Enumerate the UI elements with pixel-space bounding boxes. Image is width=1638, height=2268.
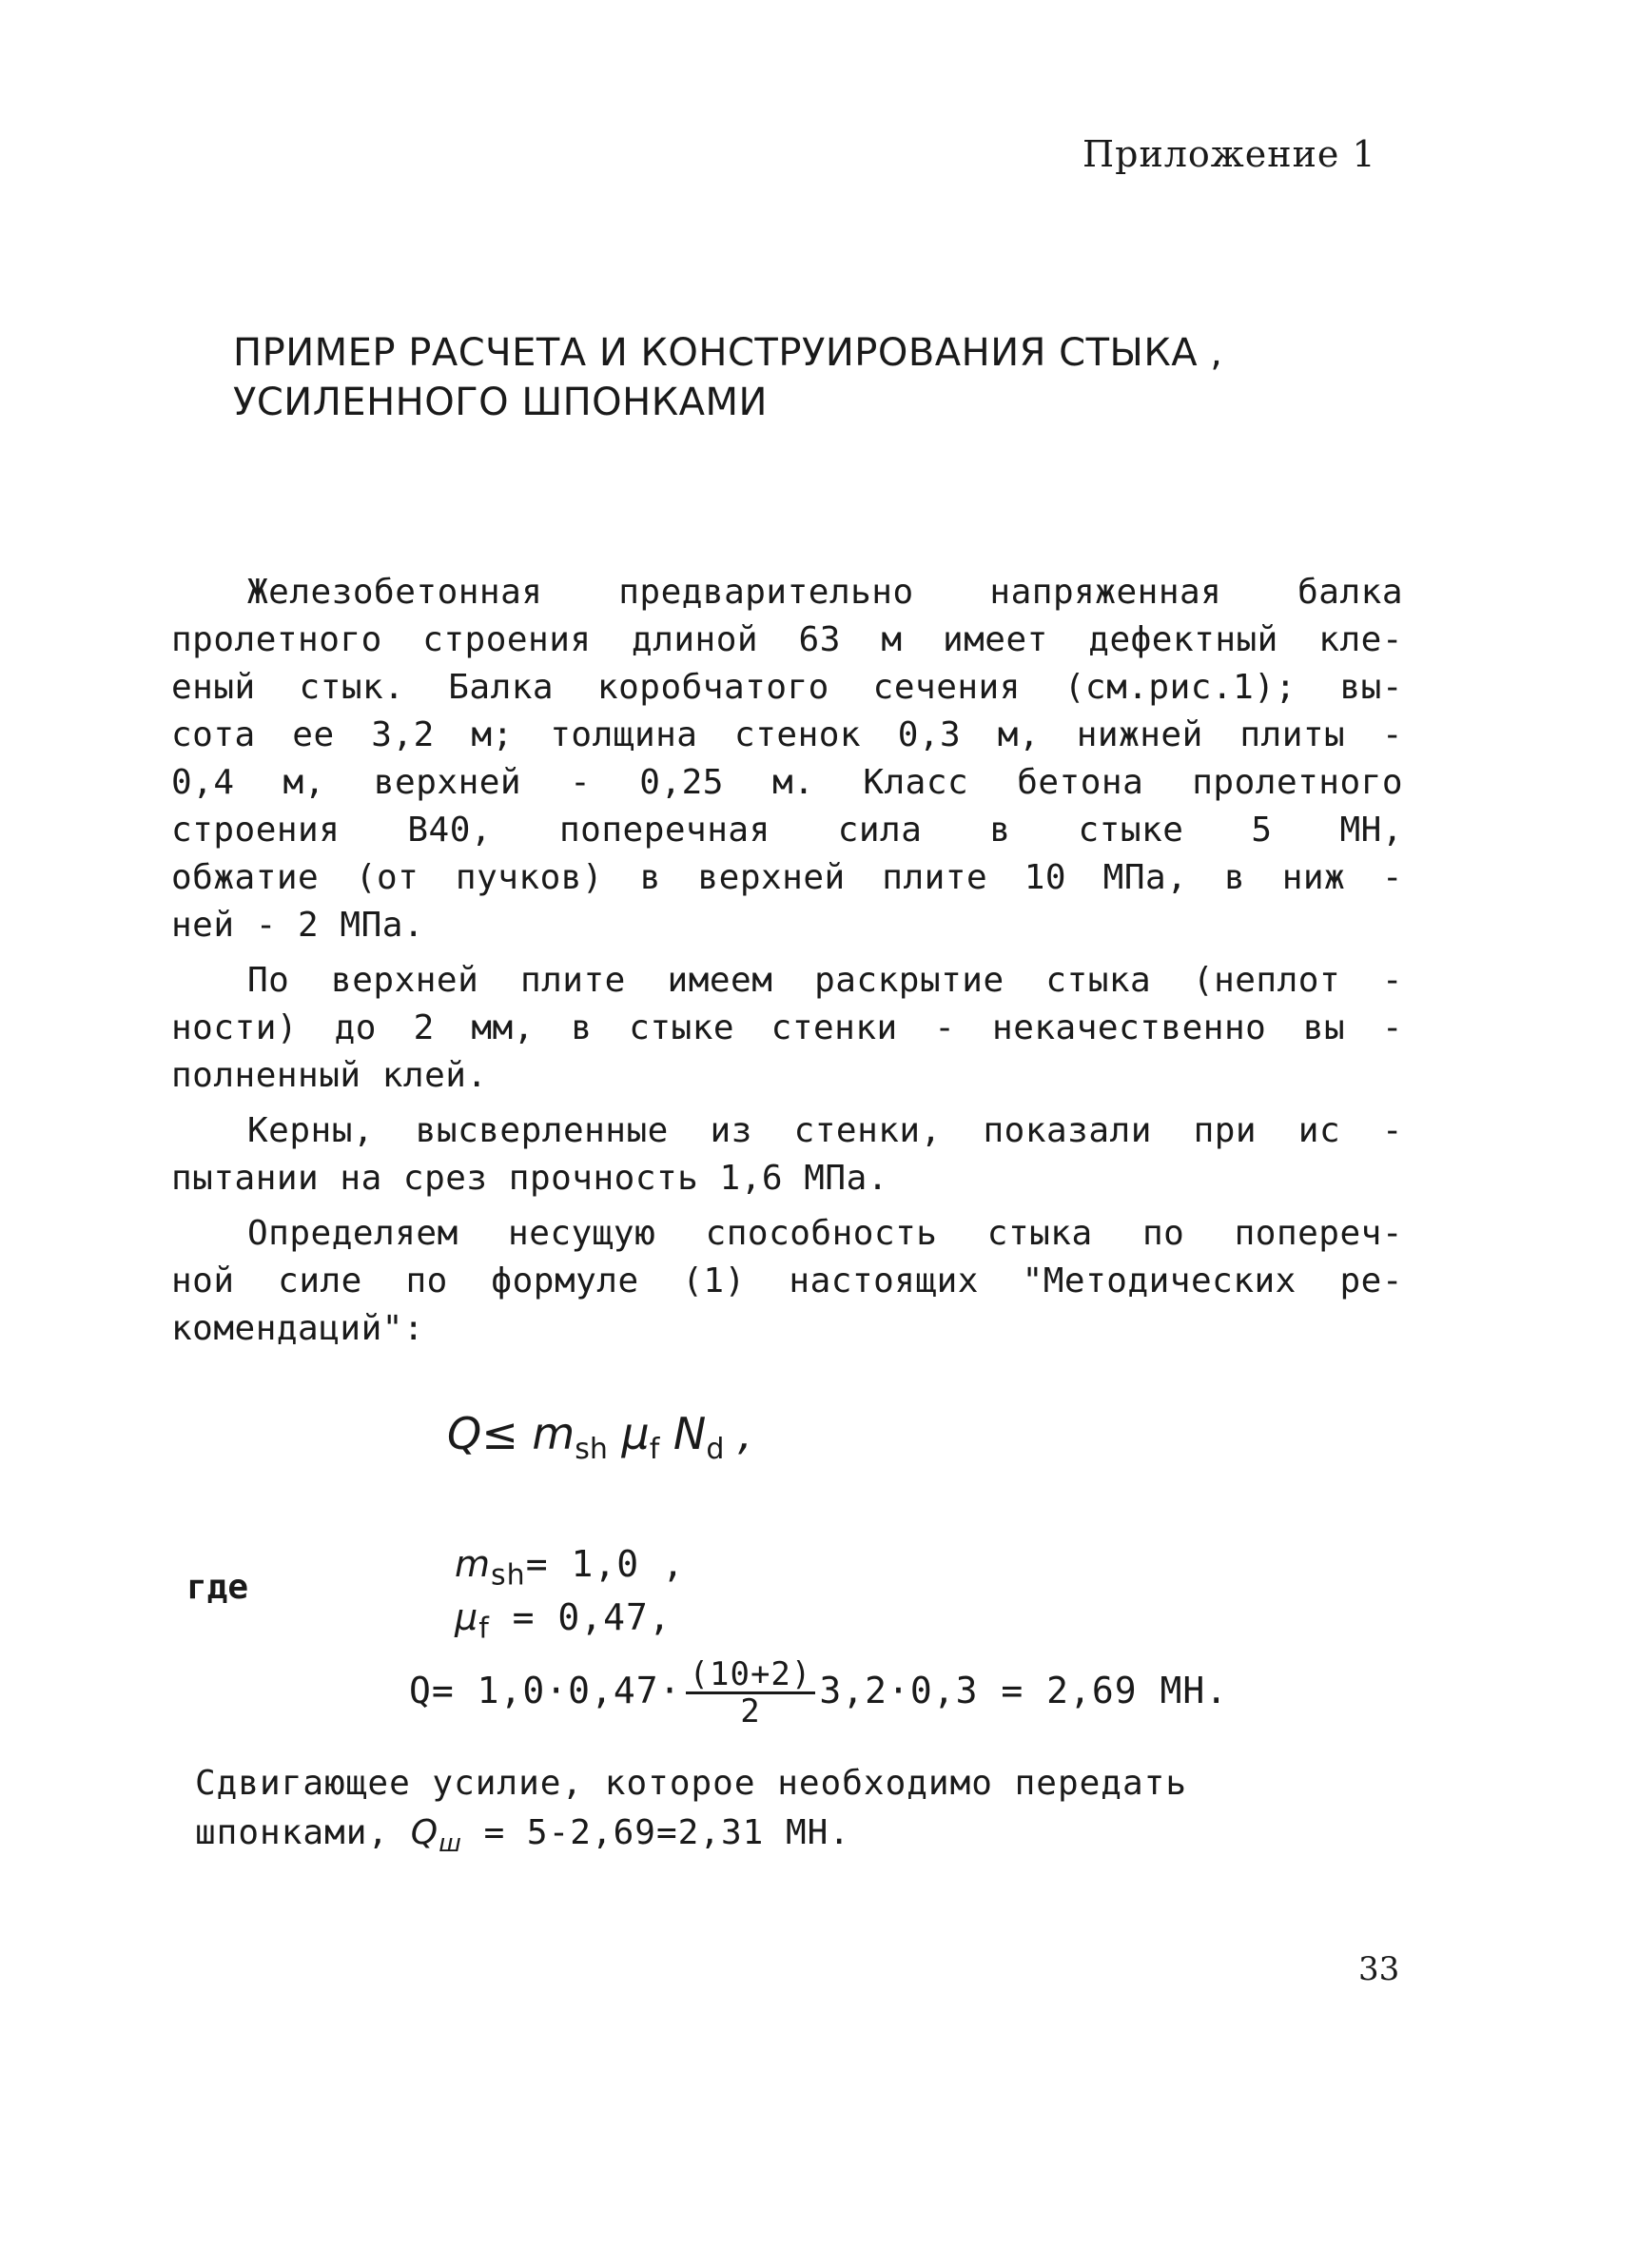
formula-m-sh: $m_{sh}= 1,0$ , (455, 1543, 685, 1593)
formula-mu-f: $\mu_f = 0,47$, (455, 1596, 672, 1646)
formula-q-calculation: Q= 1,0·0,47· $\frac{(10+2)}{2}$ 3,2·0,3 = 2,69 МН. (409, 1655, 1229, 1730)
paragraph-capacity (171, 1210, 1403, 1353)
fraction: $\frac{(10+2)}{2}$ (686, 1657, 816, 1729)
paragraph-line: Керны, высверленные из стенки, показали при ис - (247, 1111, 1403, 1150)
page-title-line-1: ПРИМЕР РАСЧЕТА И КОНСТРУИРОВАНИЯ СТЫКА , (233, 331, 1223, 375)
paragraph-line: ной силе по формуле (1) настоящих "Методических ре- (171, 1261, 1403, 1300)
paragraph-line: сота ее 3,2 м; толщина стенок 0,3 м, нижней плиты - (171, 715, 1403, 754)
paragraph-line: пытании на срез прочность 1,6 МПа. (171, 1159, 888, 1198)
paragraph-line: еный стык. Балка коробчатого сечения (см.рис.1); вы- (171, 668, 1403, 707)
paragraph-core-tests (171, 1107, 1403, 1202)
paragraph-description (171, 569, 1403, 949)
paragraph-line: комендаций": (171, 1309, 425, 1348)
paragraph-line: Железобетонная предварительно напряженная балка (247, 573, 1403, 612)
paragraph-line: Определяем несущую способность стыка по попереч- (247, 1214, 1403, 1253)
where-label: где (186, 1568, 249, 1607)
shear-force-line-2: шпонками, $Q_ш = 5-2,69=2,31$ МН. (195, 1813, 851, 1859)
paragraph-line: обжатие (от пучков) в верхней плите 10 МПа, в ниж - (171, 858, 1403, 897)
page-title-line-2: УСИЛЕННОГО ШПОНКАМИ (233, 381, 768, 424)
paragraph-line: строения В40, поперечная сила в стыке 5 МН, (171, 811, 1403, 850)
page-number: 33 (1358, 1950, 1400, 1988)
paragraph-line: пролетного строения длиной 63 м имеет дефектный кле- (171, 620, 1403, 659)
shear-force-line-1: Сдвигающее усилие, которое необходимо передать (195, 1764, 1187, 1803)
paragraph-line: ней - 2 МПа. (171, 906, 425, 945)
appendix-label: Приложение 1 (1082, 133, 1376, 175)
paragraph-line: ности) до 2 мм, в стыке стенки - некачественно вы - (171, 1008, 1403, 1047)
paragraph-line: 0,4 м, верхней - 0,25 м. Класс бетона пролетного (171, 763, 1403, 802)
paragraph-joint-defects (171, 957, 1403, 1100)
paragraph-line: полненный клей. (171, 1056, 488, 1095)
paragraph-line: По верхней плите имеем раскрытие стыка (неплот - (247, 961, 1403, 1000)
formula-capacity: $Q\le m_{sh}$ $\mu_f$ $N_d$ , (447, 1408, 752, 1467)
